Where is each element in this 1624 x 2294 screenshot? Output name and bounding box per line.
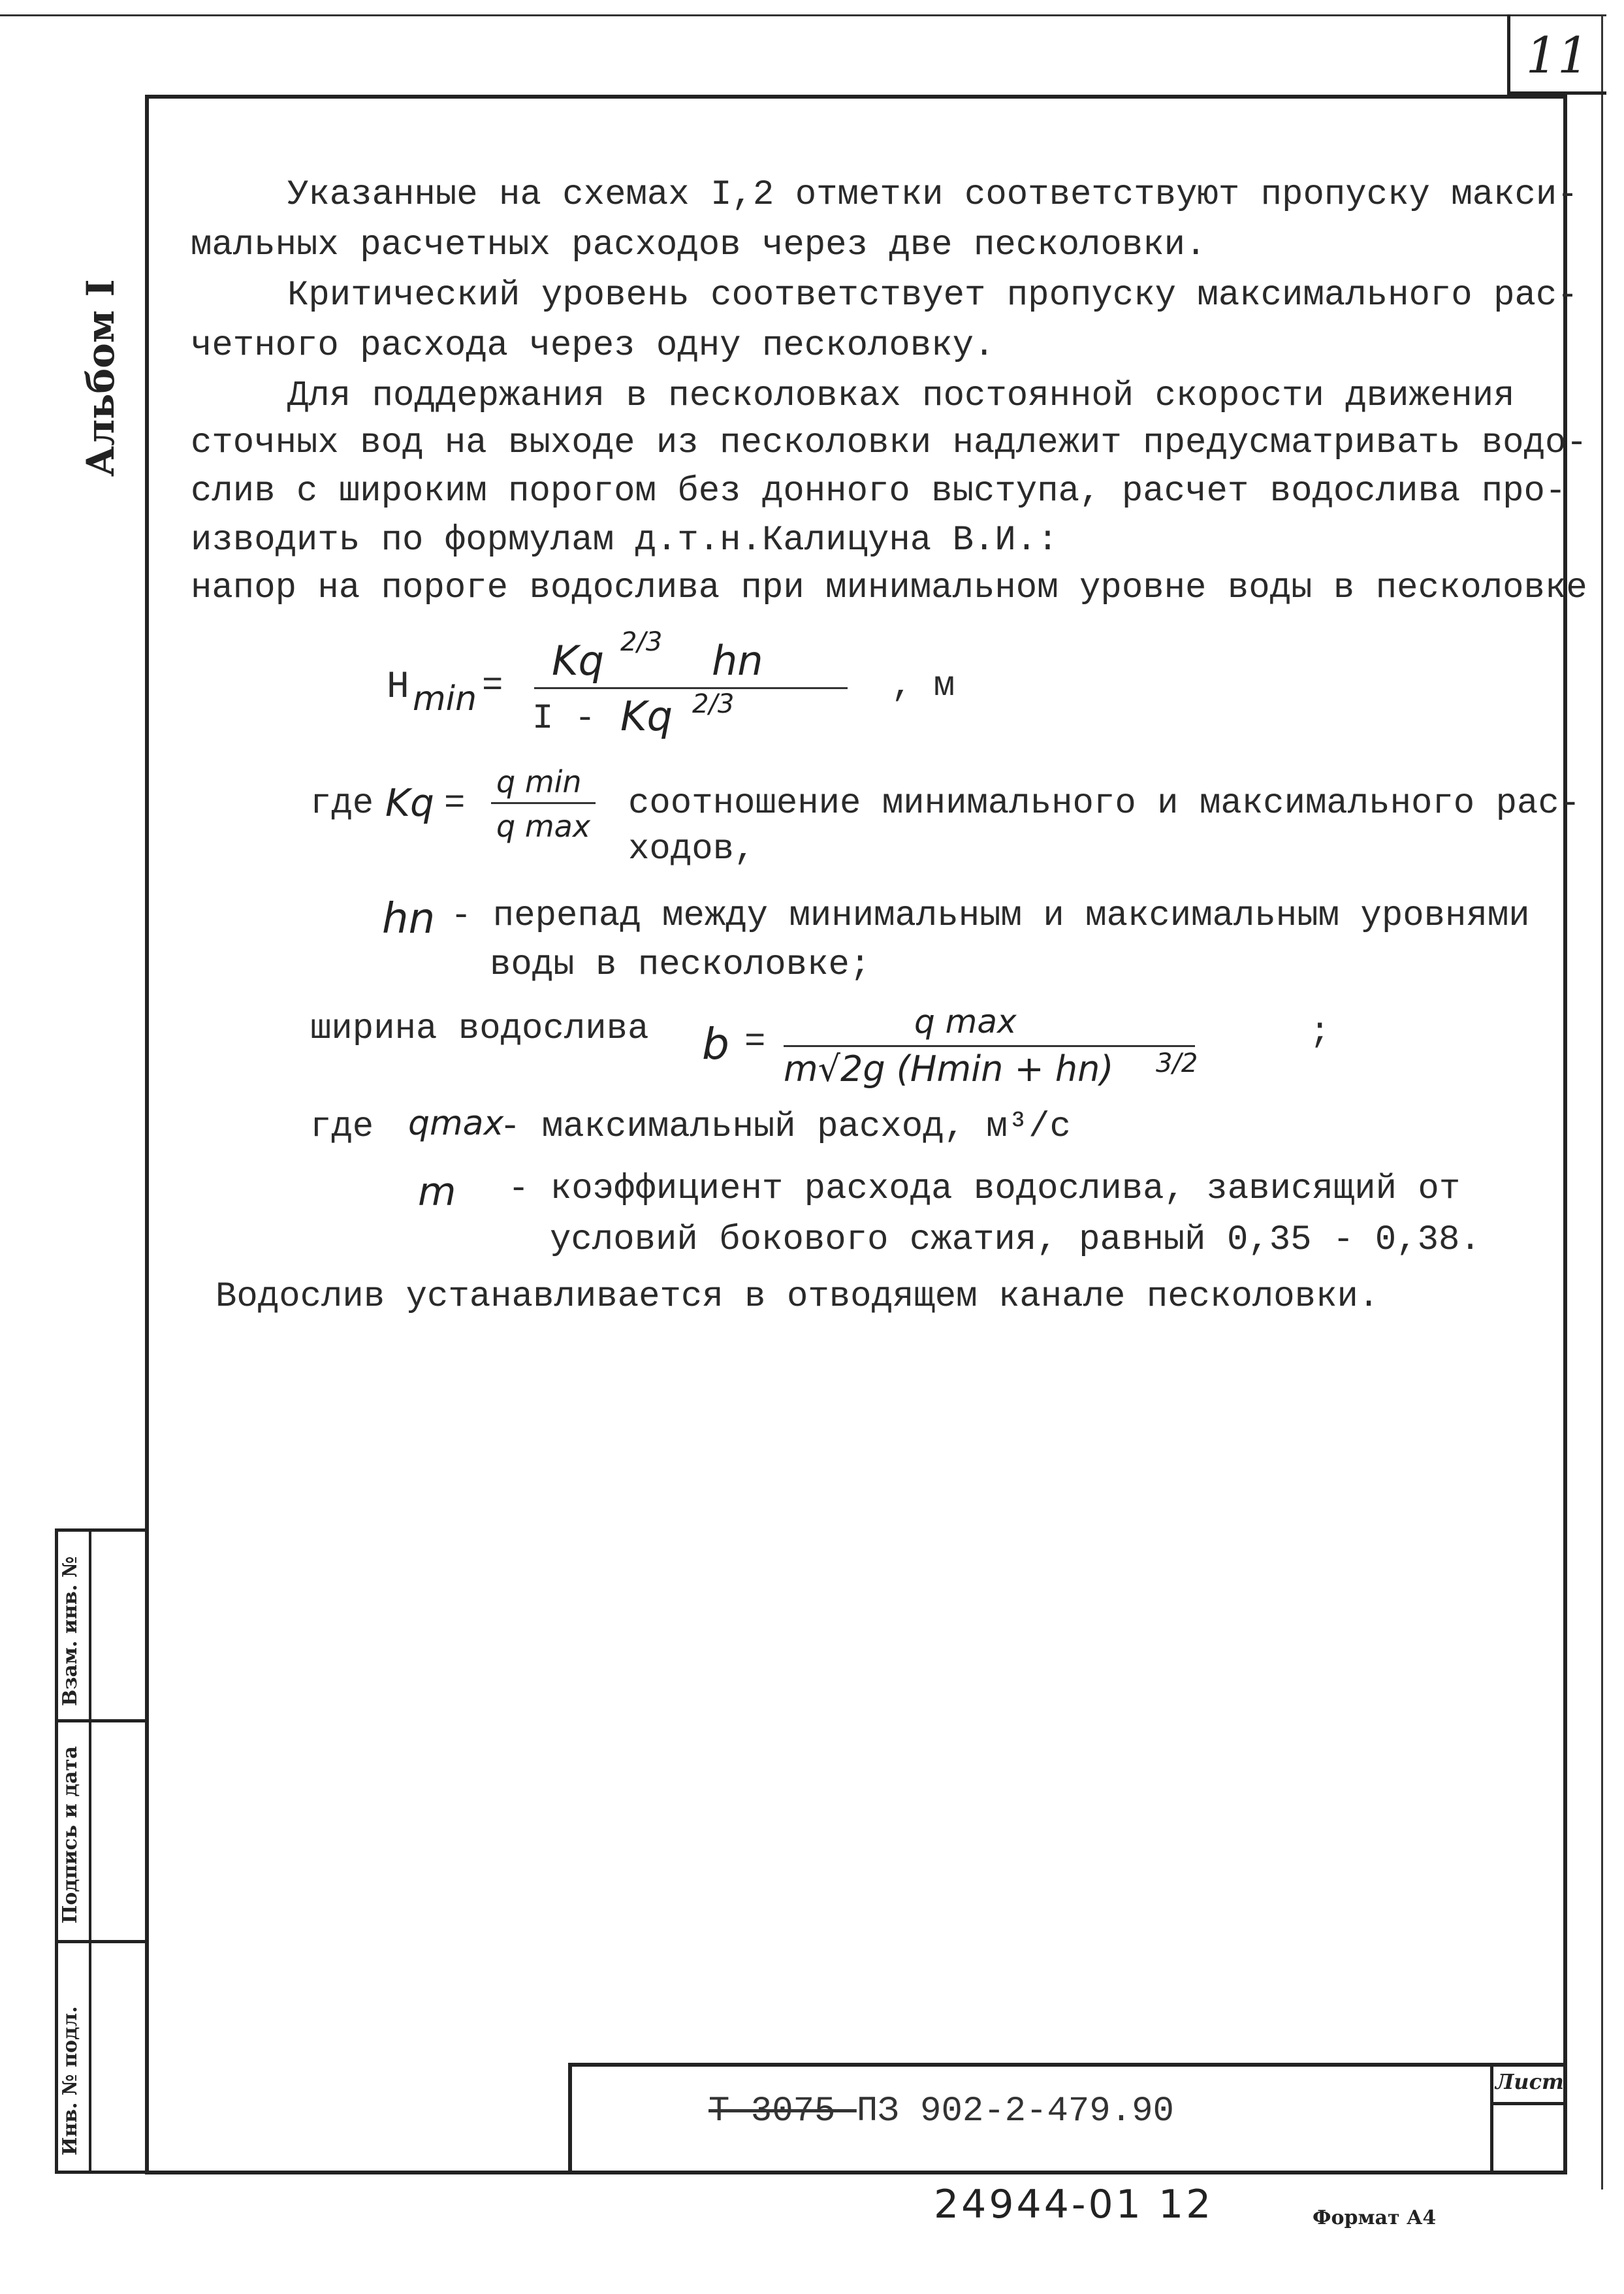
p3-line4: изводить по формулам д.т.н.Калицуна В.И.:: [191, 521, 1059, 560]
m-desc-line2: условий бокового сжатия, равный 0,35 - 0,38.: [550, 1220, 1481, 1260]
kq-den: q max: [496, 809, 591, 844]
width-label: ширина водослива: [310, 1009, 649, 1049]
formula2-equals: =: [744, 1022, 766, 1062]
side-stamp-divider-2: [55, 1940, 149, 1943]
hn-desc-line1: - перепад между минимальным и максимальным уровнями: [451, 896, 1530, 936]
formula1-fraction-bar: [534, 687, 848, 689]
p2-line2: четного расхода через одну песколовку.: [191, 326, 995, 366]
hn-symbol: hn: [382, 895, 436, 943]
kq-equals: =: [444, 784, 466, 824]
p3-line1: Для поддержания в песколовках постоянной скорости движения: [287, 376, 1515, 416]
qmax-desc: - максимальный расход, м³/с: [500, 1107, 1071, 1147]
page-number: 11: [1525, 26, 1589, 84]
side-stamp-podpis: Подпись и дата: [59, 1746, 82, 1924]
p4-line1: напор на пороге водослива при минимальном уровне воды в песколовке: [191, 568, 1587, 608]
title-block-sheet-divider: [1490, 2063, 1493, 2174]
sheet-label: Лист: [1495, 2069, 1564, 2094]
formula2-fraction-bar: [784, 1045, 1195, 1047]
formula1-lhs-sub: min: [413, 679, 477, 719]
kq-num: q min: [496, 764, 582, 800]
qmax-where: где: [310, 1107, 374, 1147]
formula1-unit: , м: [891, 666, 955, 706]
m-symbol: m: [418, 1169, 456, 1215]
p1-line1: Указанные на схемах I,2 отметки соответствуют пропуску макси-: [287, 175, 1578, 215]
album-label: Альбом I: [78, 279, 123, 477]
p3-line2: сточных вод на выходе из песколовки надлежит предусматривать водо-: [191, 423, 1587, 463]
formula1-num-exp: 2/3: [620, 627, 663, 657]
m-desc-line1: - коэффициент расхода водослива, зависящий от: [508, 1169, 1461, 1209]
formula1-lhs: H: [387, 666, 409, 709]
qmax-symbol: qmax: [408, 1104, 504, 1143]
closing-line: Водослив устанавливается в отводящем канале песколовки.: [215, 1277, 1380, 1317]
footer-number: 24944-01 12: [934, 2182, 1214, 2227]
formula1-den-prefix: I -: [532, 699, 596, 739]
kq-where: где: [310, 784, 374, 824]
formula1-denominator: Kq: [620, 692, 673, 740]
formula1-numerator: Kq: [552, 637, 605, 685]
formula2-den-exp: 3/2: [1156, 1048, 1198, 1078]
kq-lhs: Kq: [385, 781, 434, 825]
kq-fraction-bar: [491, 802, 596, 804]
side-stamp-vzam: Взам. инв. №: [59, 1556, 82, 1706]
title-block-sheet-hline: [1490, 2102, 1567, 2105]
side-stamp-divider-1: [55, 1719, 149, 1722]
formula1-num-tail: hn: [712, 637, 763, 685]
formula2-end: ;: [1309, 1012, 1331, 1052]
kq-desc-line1: соотношение минимального и максимального рас-: [628, 784, 1581, 824]
hn-desc-line2: воды в песколовке;: [490, 945, 871, 985]
side-stamp-vdivider: [89, 1528, 91, 2174]
document-code-struck: Т-3075-: [709, 2092, 857, 2131]
format-label: Формат А4: [1313, 2206, 1437, 2229]
formula2-lhs: b: [702, 1019, 729, 1069]
p2-line1: Критический уровень соответствует пропуску максимального рас-: [287, 276, 1578, 315]
p1-line2: мальных расчетных расходов через две песколовки.: [191, 225, 1207, 265]
side-stamp-inv: Инв. № подл.: [59, 2006, 82, 2156]
formula2-denominator: m√2g (Hmin + hn): [784, 1048, 1114, 1090]
outer-right-border: [1601, 14, 1603, 2189]
formula2-numerator: q max: [914, 1003, 1017, 1041]
document-code: [709, 2092, 1174, 2131]
kq-desc-line2: ходов,: [628, 830, 756, 869]
formula1-equals: =: [482, 666, 503, 706]
formula1-den-exp: 2/3: [692, 689, 735, 719]
document-code-current: ПЗ 902-2-479.90: [856, 2092, 1174, 2131]
p3-line3: слив с широким порогом без донного выступа, расчет водослива про-: [191, 472, 1567, 511]
outer-top-border: [0, 14, 1606, 16]
